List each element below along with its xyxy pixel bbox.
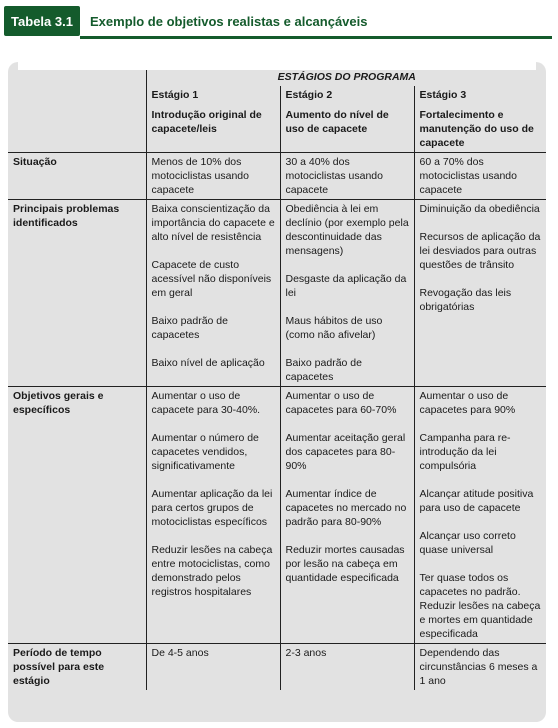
row-label-periodo: Período de tempo possível para este estágio <box>8 644 146 691</box>
cell-text: Menos de 10% dos motociclistas usando capacete <box>151 156 249 196</box>
cell-text: 2-3 anos <box>285 647 327 659</box>
table-row <box>8 387 546 644</box>
cell-problemas-stage-1 <box>146 200 280 387</box>
cell-text: Recursos de aplicação da lei desviados para outras questões de trânsito <box>419 231 541 271</box>
cell-text: Reduzir mortes causadas por lesão na cabeça em quantidade especificada <box>285 544 405 584</box>
cell-text: Aumentar aceitação geral dos capacetes para 80-90% <box>285 432 406 472</box>
stage-1-desc: Introdução original de capacete/leis <box>151 109 262 135</box>
cell-text: 30 a 40% dos motociclistas usando capacete <box>285 156 383 196</box>
stage-3-name: Estágio 3 <box>419 89 467 101</box>
program-stages-label: ESTÁGIOS DO PROGRAMA <box>146 70 546 86</box>
stage-3-header <box>414 86 546 153</box>
cell-text: Ter quase todos os capacetes no padrão. <box>419 572 521 598</box>
cell-text: Dependendo das circunstâncias 6 meses a 1 ano <box>419 647 538 687</box>
cell-text: Revogação das leis obrigatórias <box>419 287 512 313</box>
cell-text: De 4-5 anos <box>151 647 209 659</box>
cell-text: Capacete de custo acessível não disponíveis em geral <box>151 259 272 299</box>
stage-2-name: Estágio 2 <box>285 89 333 101</box>
cell-text: Alcançar uso correto quase universal <box>419 530 516 556</box>
table-number-tag: Tabela 3.1 <box>4 6 80 36</box>
cell-situacao-stage-2 <box>280 153 414 200</box>
cell-text: Aumentar o uso de capacetes para 60-70% <box>285 390 397 416</box>
cell-text: Obediência à lei em declínio (por exemplo pela descontinuidade das mensagens) <box>285 203 409 257</box>
cell-periodo-stage-3 <box>414 644 546 691</box>
cell-objetivos-stage-1 <box>146 387 280 644</box>
cell-text: Baixa conscientização da importância do capacete e alto nível de resistência <box>151 203 275 243</box>
table-panel <box>8 62 546 722</box>
cell-text: Maus hábitos de uso (como não afivelar) <box>285 315 383 341</box>
cell-text: Aumentar o uso de capacete para 30-40%. <box>151 390 261 416</box>
cell-text: Baixo padrão de capacetes <box>151 315 228 341</box>
cell-text: Baixo nível de aplicação <box>151 357 265 369</box>
cell-text: Aumentar o número de capacetes vendidos, significativamente <box>151 432 259 472</box>
table-row <box>8 153 546 200</box>
stage-3-desc: Fortalecimento e manutenção do uso de capacete <box>419 109 534 149</box>
cell-text: Desgaste da aplicação da lei <box>285 273 407 299</box>
stage-header-row <box>8 86 546 153</box>
cell-situacao-stage-1 <box>146 153 280 200</box>
cell-objetivos-stage-2 <box>280 387 414 644</box>
row-label-problemas: Principais problemas identificados <box>8 200 146 387</box>
table-row <box>8 644 546 691</box>
cell-text: Aumentar o uso de capacetes para 90% <box>419 390 516 416</box>
stage-2-desc: Aumento do nível de uso de capacete <box>285 109 389 135</box>
stage-1-name: Estágio 1 <box>151 89 199 101</box>
row-label-objetivos: Objetivos gerais e específicos <box>8 387 146 644</box>
cell-text: Alcançar atitude positiva para uso de capacete <box>419 488 534 514</box>
objectives-table <box>8 70 546 690</box>
empty-header-cell <box>8 86 146 153</box>
cell-periodo-stage-2 <box>280 644 414 691</box>
cell-text: Baixo padrão de capacetes <box>285 357 362 383</box>
table-header <box>0 0 558 42</box>
cell-text: Aumentar aplicação da lei para certos grupos de motociclistas específicos <box>151 488 273 528</box>
cell-text: Campanha para re-introdução da lei compulsória <box>419 432 511 472</box>
cell-situacao-stage-3 <box>414 153 546 200</box>
table-row <box>8 200 546 387</box>
stage-2-header <box>280 86 414 153</box>
program-stages-header-row <box>8 70 546 86</box>
cell-text: Reduzir lesões na cabeça e mortes em quantidade especificada <box>419 600 541 640</box>
cell-objetivos-stage-3 <box>414 387 546 644</box>
cell-problemas-stage-3 <box>414 200 546 387</box>
cell-text: Reduzir lesões na cabeça entre motociclistas, como demonstrado pelos registros hospitalares <box>151 544 273 598</box>
table-title: Exemplo de objetivos realistas e alcançáveis <box>80 6 552 39</box>
cell-problemas-stage-2 <box>280 200 414 387</box>
empty-corner-cell <box>8 70 146 86</box>
row-label-situacao: Situação <box>8 153 146 200</box>
cell-periodo-stage-1 <box>146 644 280 691</box>
stage-1-header <box>146 86 280 153</box>
cell-text: Diminuição da obediência <box>419 203 540 215</box>
cell-text: Aumentar índice de capacetes no mercado no padrão para 80-90% <box>285 488 407 528</box>
cell-text: 60 a 70% dos motociclistas usando capacete <box>419 156 517 196</box>
